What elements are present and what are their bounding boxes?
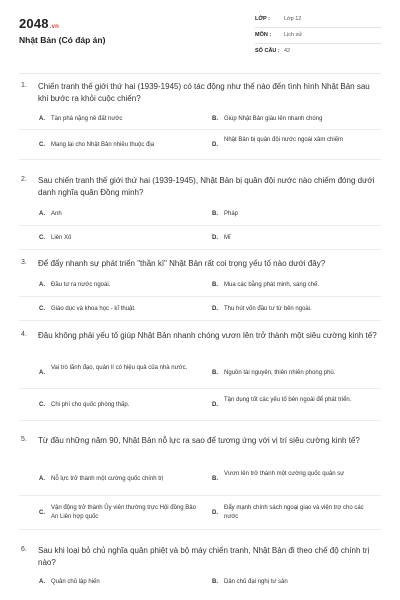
options-row: [19, 498, 381, 530]
options-row: [19, 110, 381, 130]
meta-class-value: Lớp 12: [284, 16, 302, 22]
option-letter: D.: [212, 142, 218, 148]
option-letter: B.: [212, 579, 218, 585]
question-text: Từ đầu những năm 90, Nhật Bản nỗ lực ra sao để tương ứng với vị trí siêu cường kinh tế?: [38, 436, 360, 445]
question-number: 6.: [21, 546, 27, 553]
question-number: 4.: [21, 331, 27, 338]
options-row: [19, 132, 381, 160]
meta-subject-value: Lịch sử: [284, 32, 303, 38]
question-text: Chiến tranh thế giới thứ hai (1939-1945) có tác động như thế nào đến tình hình Nhật Bản sau khi bước ra khỏi cuộc chiến?: [38, 82, 370, 103]
option-letter: C.: [39, 235, 45, 241]
meta-class-label: LỚP :: [255, 16, 270, 22]
meta-subject-row: [255, 28, 381, 44]
option-text: Nhật Bản bị quân đội nước ngoài xâm chiếm: [224, 137, 344, 143]
option-letter: A.: [39, 579, 45, 585]
option-letter: C.: [39, 510, 45, 516]
option-text: Đầu tư ra nước ngoài.: [51, 282, 111, 288]
option-text: Anh: [51, 211, 62, 217]
option-letter: A.: [39, 211, 45, 217]
logo-suffix: .vn: [49, 24, 60, 30]
options-row: [19, 299, 381, 321]
page-title: Nhật Bản (Có đáp án): [19, 35, 106, 45]
option-letter: C.: [39, 306, 45, 312]
meta-class-row: [255, 12, 381, 28]
options-row: [19, 391, 381, 421]
option-text: Vươn lên trở thành một cường quốc quân sự: [224, 471, 345, 477]
logo-main: 2048: [19, 16, 49, 31]
option-text: Giúp Nhật Bản giàu lên nhanh chóng: [224, 116, 323, 122]
option-letter: A.: [39, 282, 45, 288]
question-text: Sau chiến tranh thế giới thứ hai (1939-1945), Nhật Bản bị quân đội nước nào chiếm đóng dưới danh nghĩa quân Đồng minh?: [38, 176, 375, 197]
option-text: Quân chủ lập hiến: [51, 579, 100, 585]
option-letter: B.: [212, 476, 218, 482]
option-text: Pháp: [224, 211, 239, 217]
option-text: Mĩ: [224, 235, 231, 241]
meta-count-label: SỐ CÂU :: [255, 48, 280, 54]
options-row: [19, 464, 381, 496]
options-row: [19, 573, 381, 593]
option-letter: D.: [212, 306, 218, 312]
option-text: Vai trò lãnh đạo, quản lí có hiệu quả của nhà nước.: [51, 365, 188, 371]
document-header: [0, 0, 400, 74]
option-text: Tàn phá nặng nề đất nước: [51, 116, 123, 122]
options-row: [19, 359, 381, 389]
option-text: Mua các bằng phát minh, sáng chế.: [224, 282, 320, 288]
option-letter: A.: [39, 116, 45, 122]
question-number: 1.: [21, 82, 27, 89]
question-number: 5.: [21, 436, 27, 443]
option-letter: C.: [39, 142, 45, 148]
question-text: Sau khi loại bỏ chủ nghĩa quân phiệt và bộ máy chiến tranh, Nhật Bản đi theo chế độ chính trị nào?: [38, 546, 370, 567]
option-letter: B.: [212, 370, 218, 376]
question-number: 2.: [21, 176, 27, 183]
option-letter: A.: [39, 476, 45, 482]
question-text: Để đẩy nhanh sự phát triển "thần kì" Nhật Bản rất coi trọng yếu tố nào dưới đây?: [38, 259, 326, 268]
option-text: Đẩy mạnh chính sách ngoại giao và viện trợ cho các nước: [224, 505, 364, 520]
meta-count-value: 42: [284, 48, 291, 54]
option-letter: D.: [212, 402, 218, 408]
option-text: Vận động trở thành Ủy viên thường trực Hội đồng Bảo An Liên hợp quốc: [51, 505, 196, 520]
options-row: [19, 275, 381, 297]
option-text: Tận dụng tốt các yếu tố bên ngoài để phát triển.: [224, 397, 352, 403]
meta-count-row: [255, 44, 381, 60]
option-letter: B.: [212, 211, 218, 217]
options-row: [19, 204, 381, 226]
option-letter: D.: [212, 510, 218, 516]
meta-subject-label: MÔN :: [255, 32, 272, 38]
option-letter: A.: [39, 370, 45, 376]
question-number: 3.: [21, 259, 27, 266]
option-text: Chi phí cho quốc phòng thấp.: [51, 402, 130, 408]
options-row: [19, 228, 381, 250]
option-letter: B.: [212, 282, 218, 288]
option-letter: C.: [39, 402, 45, 408]
option-text: Nguồn tài nguyên, thiên nhiên phong phú.: [224, 370, 336, 376]
question-text: Đâu không phải yếu tố giúp Nhật Bản nhanh chóng vươn lên trở thành một siêu cường kinh tế?: [38, 331, 377, 340]
option-text: Thu hút vốn đầu tư từ bên ngoài.: [224, 306, 312, 312]
option-text: Mang lại cho Nhật Bản nhiều thuộc địa: [51, 142, 155, 148]
site-logo[interactable]: [19, 16, 59, 31]
header-divider: [19, 73, 381, 74]
option-text: Nỗ lực trở thành một cường quốc chính trị: [51, 476, 164, 482]
option-text: Dân chủ đại nghị tư sản: [224, 579, 288, 585]
option-letter: B.: [212, 116, 218, 122]
option-letter: D.: [212, 235, 218, 241]
option-text: Giáo dục và khoa học - kĩ thuật.: [51, 306, 136, 312]
option-text: Liên Xô: [51, 235, 72, 241]
